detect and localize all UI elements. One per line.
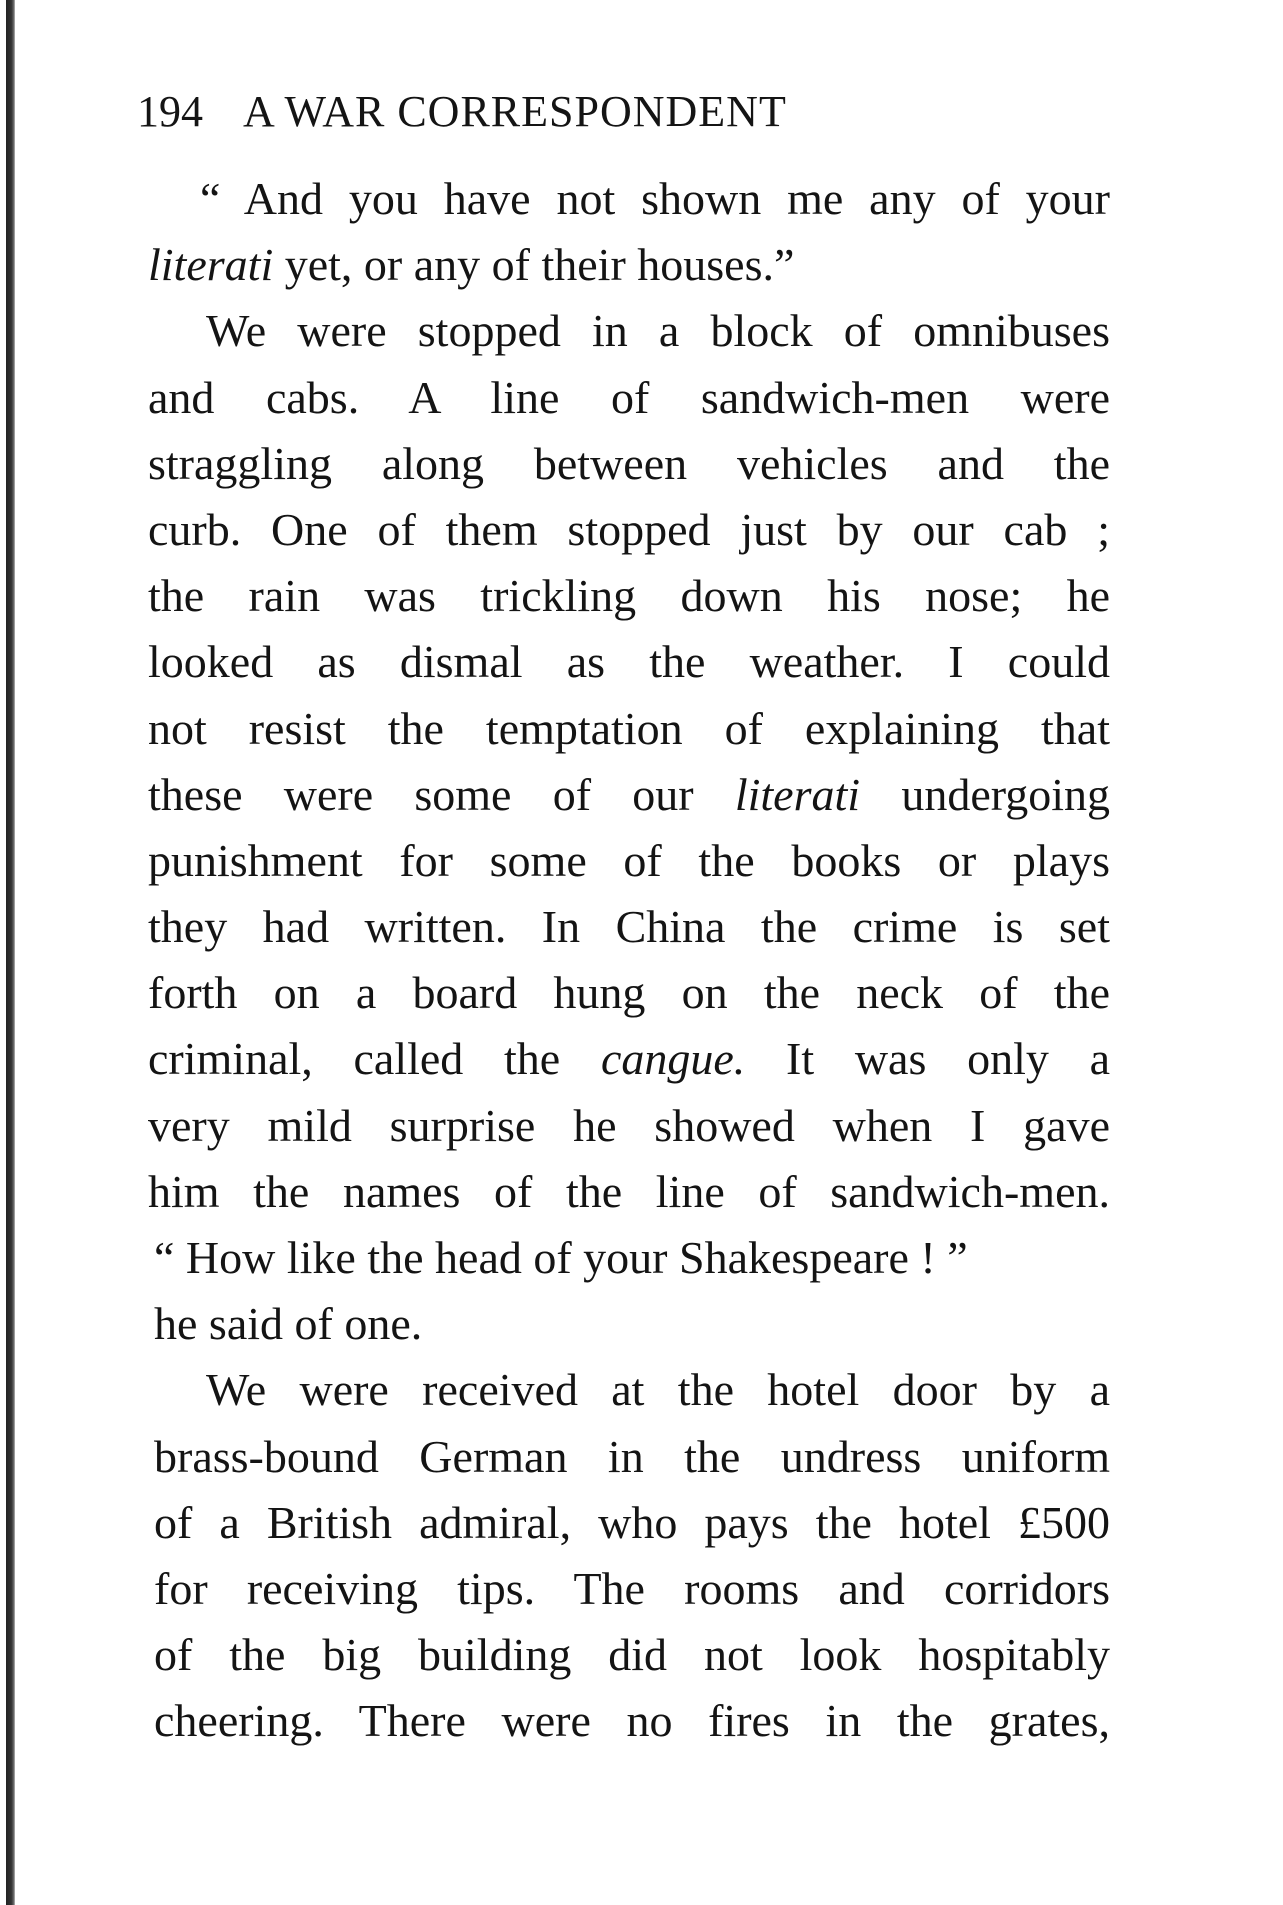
running-header xyxy=(137,82,1137,142)
italic-word: cangue. xyxy=(600,1033,746,1085)
text-line: these were some of our literati undergoing xyxy=(148,768,1111,820)
page-number: 194 xyxy=(137,87,203,136)
text-line: We were received at the hotel door by a xyxy=(206,1364,1110,1416)
text-line: punishment for some of the books or plays xyxy=(148,834,1110,886)
text-line: him the names of the line of sandwich-men. xyxy=(148,1165,1110,1217)
text-line: very mild surprise he showed when I gave xyxy=(148,1099,1110,1151)
text-line: they had written. In China the crime is set xyxy=(148,901,1110,953)
text-line: “ How like the head of your Shakespeare ! ” xyxy=(154,1232,968,1283)
text-line: the rain was trickling down his nose; he xyxy=(148,570,1110,622)
text-line: curb. One of them stopped just by our cab ; xyxy=(148,503,1110,555)
text-line: of the big building did not look hospitably xyxy=(154,1629,1110,1681)
text-line: “ And you have not shown me any of your xyxy=(200,173,1110,224)
text-line: We were stopped in a block of omnibuses xyxy=(206,305,1110,357)
text-line: looked as dismal as the weather. I could xyxy=(148,636,1110,688)
text-line: for receiving tips. The rooms and corridors xyxy=(154,1562,1110,1614)
text-line: and cabs. A line of sandwich-men were xyxy=(148,371,1110,423)
running-title: A WAR CORRESPONDENT xyxy=(243,87,787,136)
text-line: he said of one. xyxy=(154,1298,423,1350)
body-text xyxy=(148,166,1110,1755)
text-line: cheering. There were no fires in the grates, xyxy=(154,1695,1110,1747)
text-line: literati yet, or any of their houses.” xyxy=(148,239,795,291)
text-line: of a British admiral, who pays the hotel £500 xyxy=(154,1496,1110,1548)
text-line: straggling along between vehicles and the xyxy=(148,437,1110,489)
italic-word: literati xyxy=(734,768,861,820)
italic-word: literati xyxy=(148,239,274,291)
text-line: criminal, called the cangue. It was only a xyxy=(148,1033,1110,1085)
text-line: brass-bound German in the undress uniform xyxy=(154,1430,1110,1482)
text-line: forth on a board hung on the neck of the xyxy=(148,967,1110,1019)
page-binding-edge xyxy=(6,0,15,1905)
text-line: not resist the temptation of explaining that xyxy=(148,702,1110,754)
